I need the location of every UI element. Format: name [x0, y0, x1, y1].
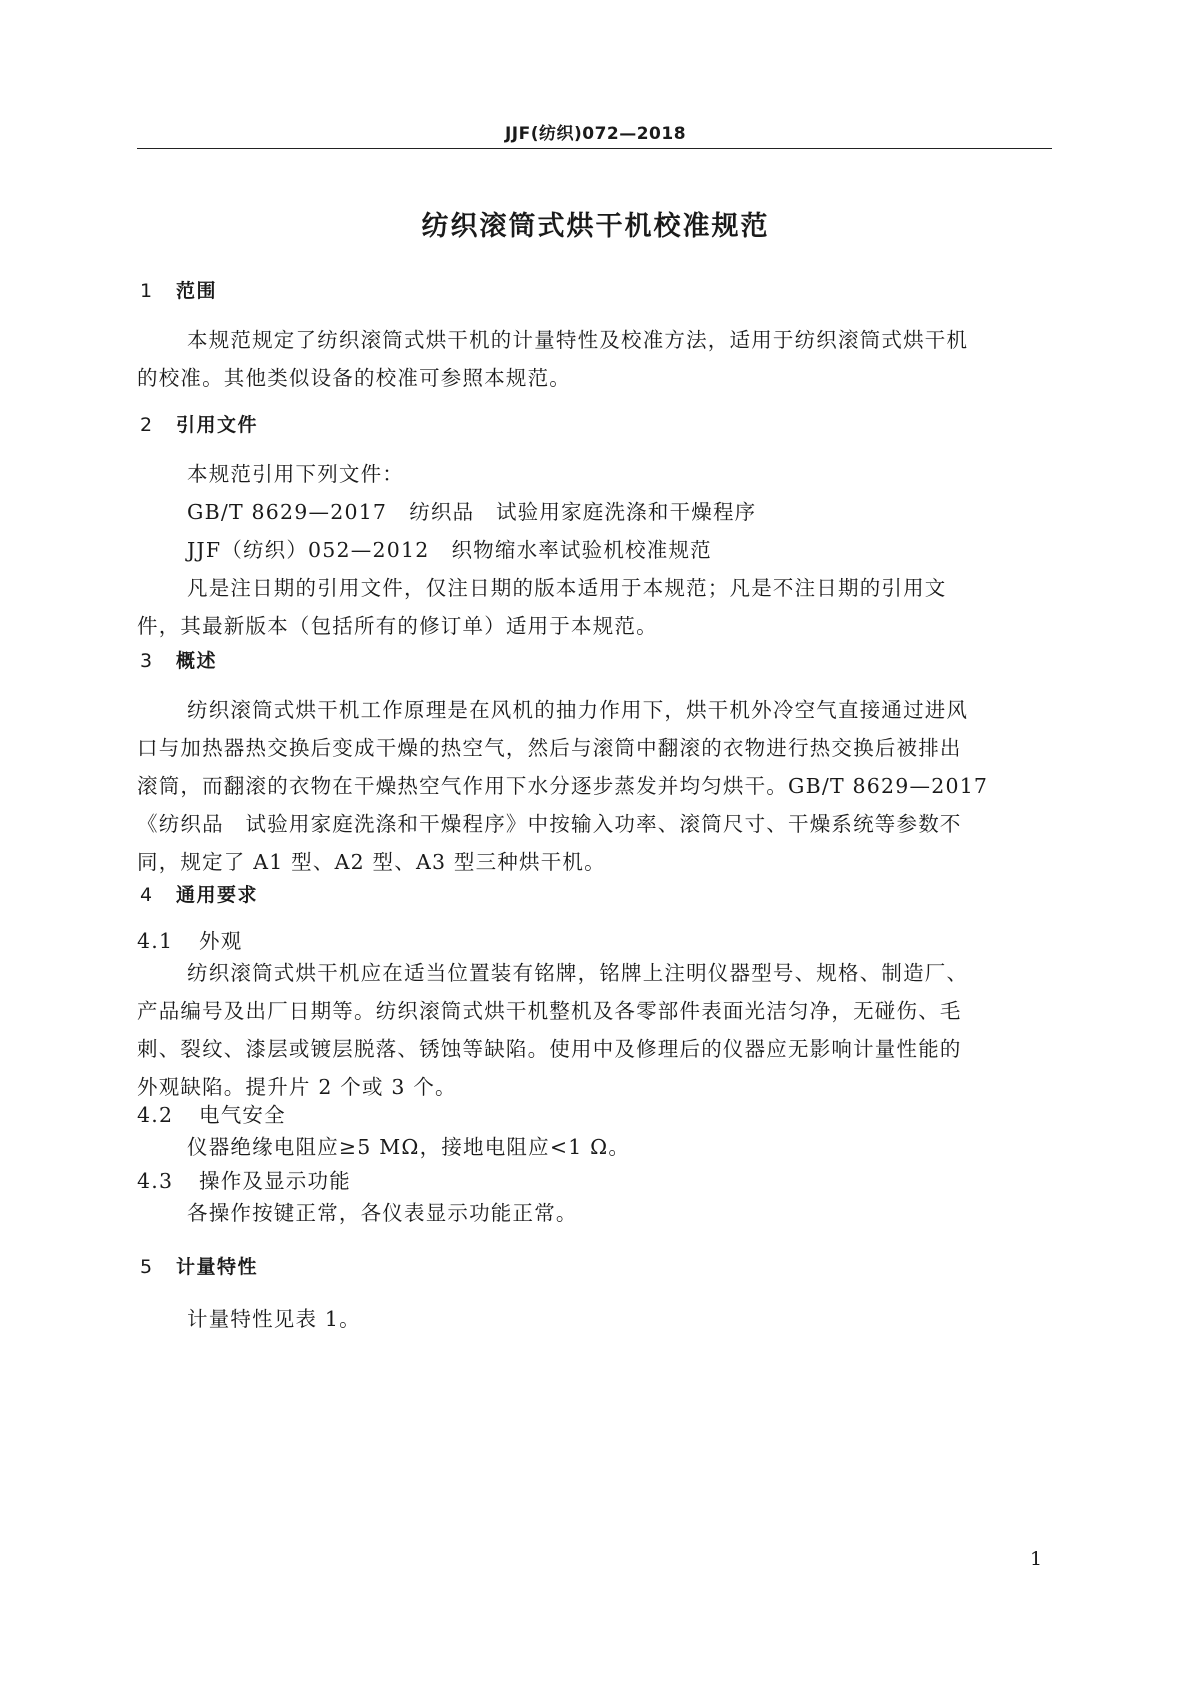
paragraph-line: 同，规定了 A1 型、A2 型、A3 型三种烘干机。 [137, 850, 606, 874]
paragraph-line: 滚筒，而翻滚的衣物在干燥热空气作用下水分逐步蒸发并均匀烘干。GB/T 8629—2017 [137, 774, 989, 798]
paragraph-line: 的校准。其他类似设备的校准可参照本规范。 [137, 366, 571, 390]
section-5-body [137, 1300, 1052, 1338]
reference-item [137, 493, 1052, 531]
section-number: 1 [140, 280, 154, 302]
reference-item [137, 531, 1052, 569]
paragraph-line: 本规范规定了纺织滚筒式烘干机的计量特性及校准方法，适用于纺织滚筒式烘干机 [187, 328, 969, 352]
section-number: 5 [140, 1256, 154, 1278]
paragraph-line: 计量特性见表 1。 [187, 1307, 361, 1331]
section-title: 通用要求 [176, 884, 259, 906]
subsection-4-3-heading [137, 1166, 351, 1196]
paragraph-line: 本规范引用下列文件： [187, 462, 404, 486]
document-title: 纺织滚筒式烘干机校准规范 [421, 211, 770, 242]
paragraph-line: 纺织滚筒式烘干机应在适当位置装有铭牌，铭牌上注明仪器型号、规格、制造厂、 [187, 961, 969, 985]
section-number: 2 [140, 414, 154, 436]
subsection-number: 4.2 [137, 1103, 174, 1127]
header-divider [137, 148, 1052, 149]
subsection-4-3-body [137, 1194, 1052, 1232]
subsection-title: 电气安全 [199, 1103, 286, 1127]
subsection-4-2-body [137, 1128, 1052, 1166]
subsection-title: 外观 [199, 929, 243, 953]
subsection-4-1-heading [137, 926, 242, 956]
paragraph-line: 《纺织品 试验用家庭洗涤和干燥程序》中按输入功率、滚筒尺寸、干燥系统等参数不 [137, 812, 962, 836]
reference-code: GB/T 8629—2017 [187, 500, 388, 524]
section-2-body [137, 455, 1052, 645]
paragraph-line: 产品编号及出厂日期等。纺织滚筒式烘干机整机及各零部件表面光洁匀净，无碰伤、毛 [137, 999, 962, 1023]
section-number: 4 [140, 884, 154, 906]
section-3-heading [140, 646, 217, 676]
paragraph-line: 口与加热器热交换后变成干燥的热空气，然后与滚筒中翻滚的衣物进行热交换后被排出 [137, 736, 962, 760]
section-title: 概述 [176, 650, 218, 672]
subsection-4-1-body [137, 954, 1052, 1106]
section-title: 引用文件 [176, 414, 259, 436]
page-number: 1 [1030, 1548, 1043, 1570]
section-title: 范围 [176, 280, 218, 302]
section-5-heading [140, 1252, 258, 1282]
subsection-4-2-heading [137, 1100, 286, 1130]
paragraph-line: 凡是注日期的引用文件，仅注日期的版本适用于本规范；凡是不注日期的引用文 [187, 576, 947, 600]
paragraph-line: 各操作按键正常，各仪表显示功能正常。 [187, 1201, 578, 1225]
reference-code: JJF（纺织）052—2012 [187, 538, 430, 562]
paragraph-line: 外观缺陷。提升片 2 个或 3 个。 [137, 1075, 457, 1099]
document-code-header: JJF(纺织)072—2018 [504, 124, 687, 144]
subsection-number: 4.3 [137, 1169, 174, 1193]
paragraph-line: 纺织滚筒式烘干机工作原理是在风机的抽力作用下，烘干机外冷空气直接通过进风 [187, 698, 969, 722]
subsection-number: 4.1 [137, 929, 174, 953]
section-4-heading [140, 880, 258, 910]
section-3-body [137, 691, 1052, 881]
section-1-body [137, 321, 1052, 397]
section-title: 计量特性 [176, 1256, 259, 1278]
reference-title: 织物缩水率试验机校准规范 [451, 538, 712, 562]
paragraph-line: 仪器绝缘电阻应≥5 MΩ，接地电阻应<1 Ω。 [187, 1135, 631, 1159]
subsection-title: 操作及显示功能 [199, 1169, 351, 1193]
section-1-heading [140, 276, 217, 306]
paragraph-line: 刺、裂纹、漆层或镀层脱落、锈蚀等缺陷。使用中及修理后的仪器应无影响计量性能的 [137, 1037, 962, 1061]
section-number: 3 [140, 650, 154, 672]
section-2-heading [140, 410, 258, 440]
paragraph-line: 件，其最新版本（包括所有的修订单）适用于本规范。 [137, 614, 658, 638]
reference-title: 纺织品 试验用家庭洗涤和干燥程序 [409, 500, 757, 524]
